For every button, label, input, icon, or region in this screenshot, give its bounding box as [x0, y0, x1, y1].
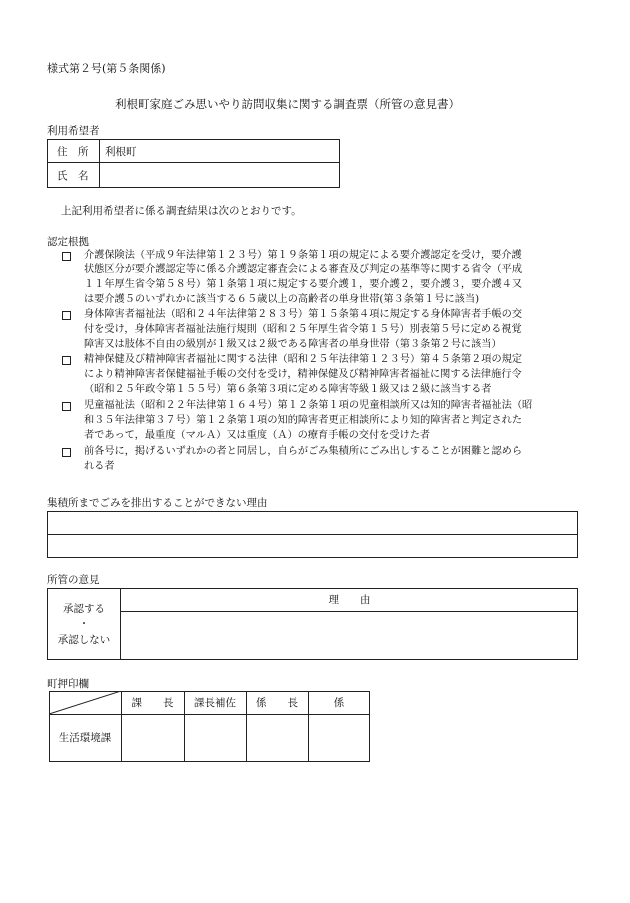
option-separator-dot: ・: [78, 618, 90, 630]
criteria-3-line-1: 精神保健及び精神障害者福祉に関する法律（昭和２５年法律第１２３号）第４５条第２項の規定: [84, 354, 523, 365]
reason-row-divider: [47, 534, 578, 535]
criteria-4-line-1: 児童福祉法（昭和２２年法律第１６４号）第１２条第１項の児童相談所又は知的障害者福祉法（昭: [84, 400, 533, 411]
criteria-3-line-3: （昭和２５年政令第１５５号）第６条第３項に定める障害等級１級又は２級に該当する者: [84, 384, 492, 395]
criteria-2-line-2: 付を受け，身体障害者福祉法施行規則（昭和２５年厚生省令第１５号）別表第５号に定める視覚: [84, 324, 522, 335]
criteria-1-line-3: １１年厚生省令第５８号）第１条第１項に規定する要介護１，要介護２，要介護３，要介護４又: [84, 279, 523, 290]
stamp-cell-staff[interactable]: [309, 716, 369, 761]
reason-section-label: 集積所までごみを排出することができない理由: [47, 497, 268, 509]
criteria-4-line-3: 者であって，最重度（マルＡ）又は重度（Ａ）の療育手帳の交付を受けた者: [84, 430, 431, 441]
address-label: 住 所: [57, 146, 89, 158]
opinion-header-divider: [120, 611, 578, 612]
criteria-2-line-1: 身体障害者福祉法（昭和２４年法律第２８３号）第１５条第４項に規定する身体障害者手帳の交: [84, 309, 523, 320]
criteria-checkbox-5[interactable]: [62, 448, 71, 457]
intro-text: 上記利用希望者に係る調査結果は次のとおりです。: [61, 205, 302, 217]
document-title: 利根町家庭ごみ思いやり訪問収集に関する調査票（所管の意見書）: [115, 97, 460, 111]
stamp-header-subsection-chief: 係 長: [256, 697, 298, 709]
opinion-section-label: 所管の意見: [47, 574, 100, 586]
criteria-5-line-1: 前各号に，掲げるいずれかの者と同居し，自らがごみ集積所にごみ出しすることが困難と認めら: [84, 446, 523, 457]
stamp-cell-deputy-chief[interactable]: [185, 716, 245, 761]
applicant-row-divider: [47, 162, 340, 163]
approve-option[interactable]: 承認する: [63, 603, 105, 615]
stamp-cell-subsection-chief[interactable]: [247, 716, 307, 761]
stamp-header-staff: 係: [333, 697, 345, 709]
reason-field-2[interactable]: [49, 536, 576, 556]
address-field[interactable]: 利根町: [105, 146, 137, 158]
criteria-checkbox-4[interactable]: [62, 402, 71, 411]
criteria-checkbox-2[interactable]: [62, 311, 71, 320]
form-number: 様式第２号(第５条関係): [47, 62, 166, 75]
stamp-header-section-chief: 課 長: [131, 697, 174, 709]
stamp-diagonal-line: [49, 691, 121, 715]
criteria-section-label: 認定根拠: [47, 236, 89, 248]
name-label: 氏 名: [57, 170, 89, 182]
criteria-3-line-2: により精神障害者保健福祉手帳の交付を受け，精神保健及び精神障害者福祉に関する法律施行令: [84, 369, 522, 380]
opinion-reason-field[interactable]: [122, 613, 576, 658]
name-field[interactable]: [105, 169, 335, 183]
criteria-1-line-1: 介護保険法（平成９年法律第１２３号）第１９条第１項の規定による要介護認定を受け，要介護: [84, 250, 522, 261]
criteria-1-line-2: 状態区分が要介護認定等に係る介護認定審査会による審査及び判定の基準等に関する省令（平成: [84, 264, 523, 275]
applicant-section-label: 利用希望者: [47, 125, 100, 137]
criteria-checkbox-3[interactable]: [62, 356, 71, 365]
stamp-section-label: 町押印欄: [47, 678, 89, 690]
disapprove-option[interactable]: 承認しない: [57, 634, 111, 646]
criteria-checkbox-1[interactable]: [62, 252, 71, 261]
reason-field-1[interactable]: [49, 513, 576, 533]
criteria-1-line-4: は要介護５のいずれかに該当する６５歳以上の高齢者の単身世帯(第３条第１号に該当): [84, 294, 480, 305]
criteria-5-line-2: れる者: [84, 461, 115, 472]
criteria-2-line-3: 障害又は肢体不自由の級別が１級又は２級である障害者の単身世帯（第３条第２号に該当）: [84, 339, 502, 350]
stamp-header-deputy-chief: 課長補佐: [194, 697, 236, 709]
reason-header: 理 由: [328, 594, 371, 606]
stamp-cell-section-chief[interactable]: [122, 716, 183, 761]
stamp-row-label: 生活環境課: [58, 732, 112, 744]
applicant-col-divider: [99, 139, 100, 188]
criteria-4-line-2: 和３５年法律第３７号）第１２条第１項の知的障害者更正相談所により知的障害者と判定された: [84, 415, 523, 426]
